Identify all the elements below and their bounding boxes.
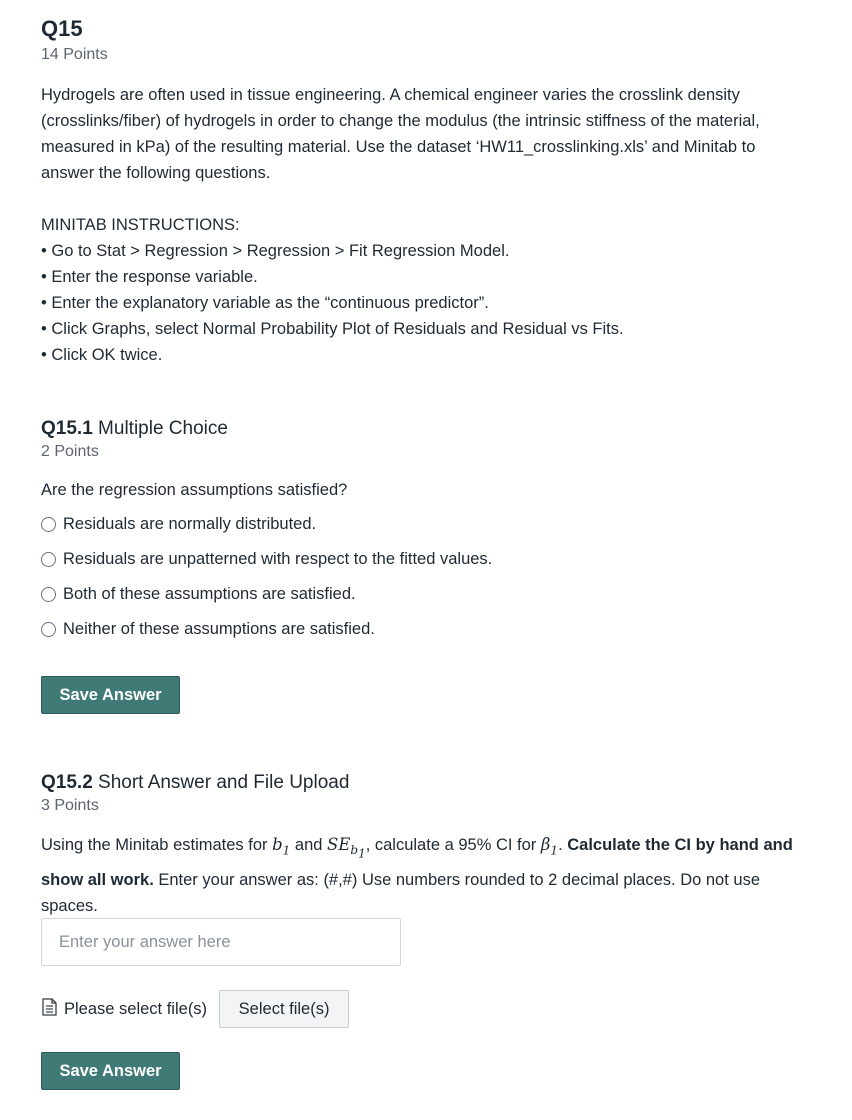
- answer-input[interactable]: [41, 918, 401, 966]
- q1-points: 2 Points: [41, 443, 99, 460]
- q2-text-part: Using the Minitab estimates for: [41, 836, 273, 854]
- radio-button[interactable]: [41, 552, 56, 567]
- b1-symbol: [272, 835, 291, 858]
- q2-text-part: .: [558, 836, 568, 854]
- question-title: Q15: [41, 16, 83, 41]
- q1-option-both[interactable]: [41, 585, 356, 604]
- q2-bold-instruction: Calculate the CI by hand and show all work.: [41, 836, 793, 889]
- option-label: Both of these assumptions are satisfied.: [63, 585, 356, 603]
- file-label-text: Please select file(s): [64, 999, 208, 1018]
- instruction-item: • Enter the response variable.: [41, 268, 258, 286]
- option-label: Neither of these assumptions are satisfied.: [63, 620, 375, 638]
- q1-number: Q15.1: [41, 418, 93, 439]
- math-sub: 1: [550, 843, 559, 858]
- radio-button[interactable]: [41, 517, 56, 532]
- math-sub: 1: [358, 846, 366, 861]
- q1-option-normal[interactable]: [41, 515, 316, 534]
- instruction-item: • Enter the explanatory variable as the “continuous predictor”.: [41, 294, 489, 312]
- option-label: Residuals are unpatterned with respect to the fitted values.: [63, 550, 493, 568]
- q2-question-text: [41, 832, 816, 919]
- math-se: SE: [327, 835, 351, 854]
- math-beta: β: [540, 835, 551, 854]
- option-label: Residuals are normally distributed.: [63, 515, 317, 533]
- q1-option-unpatterned[interactable]: [41, 550, 492, 569]
- q2-type: Short Answer and File Upload: [98, 772, 350, 793]
- q2-title: [41, 772, 349, 794]
- q1-prompt: Are the regression assumptions satisfied?: [41, 481, 348, 499]
- q2-save-button[interactable]: Save Answer: [41, 1052, 180, 1090]
- q1-save-button[interactable]: Save Answer: [41, 676, 180, 714]
- question-paragraph: Hydrogels are often used in tissue engineering. A chemical engineer varies the crosslink density (crosslinks/fiber) of hydrogels in order to change the modulus (the intrinsic stiffness of the material, measured in kPa) of the resulting material. Use the dataset ‘HW11_crosslinking.xls’ and Minitab to answer the following questions.: [41, 86, 760, 182]
- radio-button[interactable]: [41, 622, 56, 637]
- q2-text-part: , calculate a 95% CI for: [365, 836, 541, 854]
- instructions-heading: MINITAB INSTRUCTIONS:: [41, 216, 240, 234]
- radio-button[interactable]: [41, 587, 56, 602]
- question-points: 14 Points: [41, 46, 108, 63]
- q2-points: 3 Points: [41, 797, 99, 814]
- q2-number: Q15.2: [41, 772, 93, 793]
- file-label: [41, 998, 207, 1021]
- instruction-item: • Click OK twice.: [41, 346, 163, 364]
- q1-option-neither[interactable]: [41, 620, 375, 639]
- file-upload-row: [41, 990, 349, 1028]
- document-icon: [41, 998, 58, 1021]
- math-sub: b: [350, 843, 359, 858]
- select-files-button[interactable]: Select file(s): [219, 990, 349, 1028]
- instruction-item: • Click Graphs, select Normal Probability Plot of Residuals and Residual vs Fits.: [41, 320, 624, 338]
- q2-text-part: Enter your answer as: (#,#) Use numbers rounded to 2 decimal places. Do not use spaces.: [41, 870, 761, 915]
- q2-text-part: and: [290, 836, 328, 854]
- math-b: b: [272, 835, 283, 854]
- se-b1-symbol: [327, 835, 366, 861]
- minitab-instructions: [41, 212, 811, 368]
- instruction-item: • Go to Stat > Regression > Regression > Fit Regression Model.: [41, 242, 510, 260]
- math-sub: 1: [282, 843, 291, 858]
- q1-type: Multiple Choice: [98, 418, 228, 439]
- q1-title: [41, 418, 228, 440]
- beta1-symbol: [540, 835, 559, 858]
